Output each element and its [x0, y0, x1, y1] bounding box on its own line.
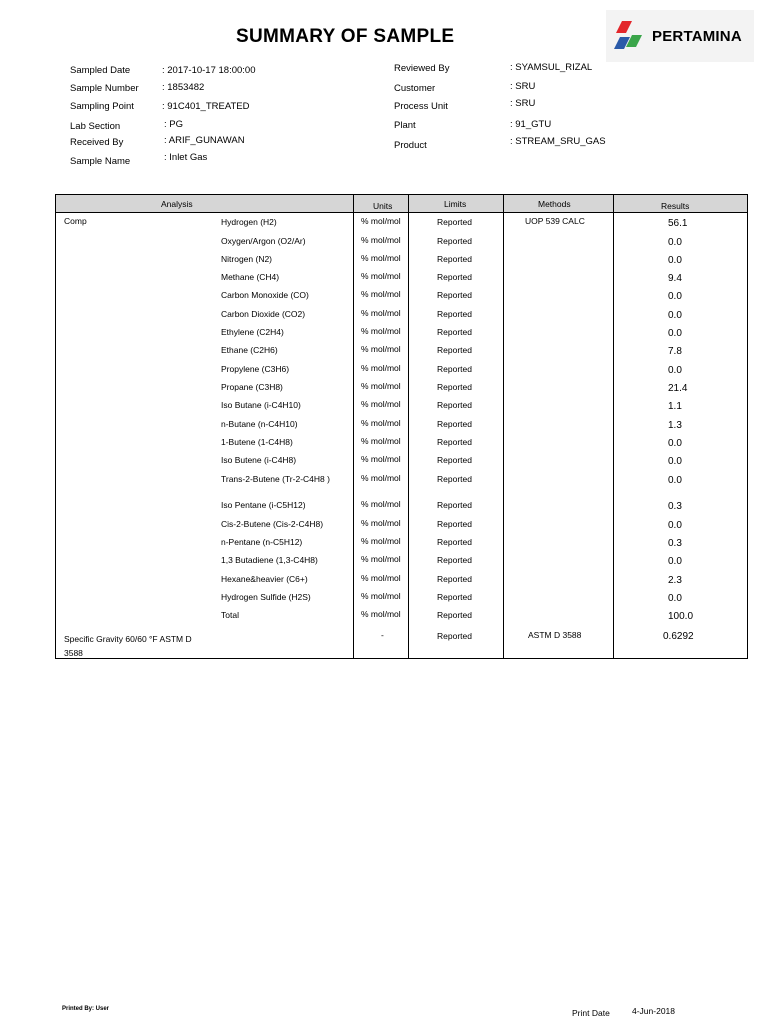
field-label: Process Unit [394, 101, 448, 112]
unit-cell: % mol/mol [361, 536, 401, 546]
result-cell: 0.3 [668, 538, 682, 549]
analyte-name: n-Pentane (n-C5H12) [221, 537, 303, 547]
field-label: Reviewed By [394, 63, 450, 74]
limit-cell: Reported [437, 309, 472, 319]
result-cell: 56.1 [668, 218, 688, 229]
limit-cell: Reported [437, 254, 472, 264]
analyte-name: 1,3 Butadiene (1,3-C4H8) [221, 555, 318, 565]
limit-cell: Reported [437, 419, 472, 429]
pertamina-logo-icon [612, 19, 648, 53]
field-value: : 1853482 [162, 82, 205, 93]
limit-cell: Reported [437, 574, 472, 584]
unit-cell: % mol/mol [361, 436, 401, 446]
analyte-name: n-Butane (n-C4H10) [221, 419, 298, 429]
field-value: : 91_GTU [510, 119, 552, 130]
analyte-name: Ethylene (C2H4) [221, 327, 284, 337]
unit-cell: % mol/mol [361, 554, 401, 564]
limit-cell: Reported [437, 555, 472, 565]
unit-cell: % mol/mol [361, 473, 401, 483]
unit-cell: % mol/mol [361, 344, 401, 354]
analyte-name: Carbon Monoxide (CO) [221, 290, 309, 300]
analyte-name: Oxygen/Argon (O2/Ar) [221, 236, 306, 246]
table-header-row [56, 195, 747, 213]
group-label: Comp [64, 216, 87, 226]
analyte-name: 1-Butene (1-C4H8) [221, 437, 293, 447]
printed-by: Printed By: User [62, 1006, 110, 1012]
limit-cell: Reported [437, 519, 472, 529]
field-label: Lab Section [70, 121, 121, 132]
column-divider [503, 195, 504, 658]
field-label: Plant [394, 120, 416, 131]
unit-cell: % mol/mol [361, 326, 401, 336]
limit-cell: Reported [437, 500, 472, 510]
analyte-name: Trans-2-Butene (Tr-2-C4H8 ) [221, 474, 330, 484]
sg-limit: Reported [437, 631, 472, 641]
unit-cell: % mol/mol [361, 454, 401, 464]
limit-cell: Reported [437, 537, 472, 547]
result-cell: 0.0 [668, 456, 682, 467]
unit-cell: % mol/mol [361, 573, 401, 583]
unit-cell: % mol/mol [361, 363, 401, 373]
unit-cell: % mol/mol [361, 271, 401, 281]
result-cell: 0.0 [668, 328, 682, 339]
result-cell: 0.0 [668, 310, 682, 321]
limit-cell: Reported [437, 474, 472, 484]
column-divider [408, 195, 409, 658]
analyte-name: Methane (CH4) [221, 272, 280, 282]
field-value: : 2017-10-17 18:00:00 [162, 65, 256, 76]
field-label: Received By [70, 137, 124, 148]
field-label: Sampling Point [70, 101, 134, 112]
unit-cell: % mol/mol [361, 591, 401, 601]
result-cell: 0.0 [668, 556, 682, 567]
unit-cell: % mol/mol [361, 399, 401, 409]
column-divider [613, 195, 614, 658]
analyte-name: Propane (C3H8) [221, 382, 283, 392]
result-cell: 0.0 [668, 255, 682, 266]
result-cell: 0.0 [668, 237, 682, 248]
unit-cell: % mol/mol [361, 381, 401, 391]
result-cell: 7.8 [668, 346, 682, 357]
limit-cell: Reported [437, 382, 472, 392]
limit-cell: Reported [437, 327, 472, 337]
result-cell: 0.0 [668, 438, 682, 449]
analyte-name: Iso Butene (i-C4H8) [221, 455, 297, 465]
unit-cell: % mol/mol [361, 518, 401, 528]
sg-method: ASTM D 3588 [528, 630, 582, 640]
limit-cell: Reported [437, 364, 472, 374]
unit-cell: % mol/mol [361, 308, 401, 318]
result-cell: 0.0 [668, 291, 682, 302]
limit-cell: Reported [437, 217, 472, 227]
result-cell: 1.1 [668, 401, 682, 412]
field-label: Sample Name [70, 156, 131, 167]
analysis-table [55, 194, 748, 659]
field-label: Sampled Date [70, 65, 131, 76]
analyte-name: Ethane (C2H6) [221, 345, 278, 355]
column-header-methods: Methods [538, 199, 571, 209]
sg-unit: - [381, 630, 384, 640]
analyte-name: Hydrogen Sulfide (H2S) [221, 592, 311, 602]
column-header-analysis: Analysis [161, 199, 193, 209]
unit-cell: % mol/mol [361, 418, 401, 428]
method-cell: UOP 539 CALC [525, 216, 585, 226]
analyte-name: Total [221, 610, 239, 620]
unit-cell: % mol/mol [361, 609, 401, 619]
limit-cell: Reported [437, 345, 472, 355]
analyte-name: Iso Butane (i-C4H10) [221, 400, 301, 410]
brand-name: PERTAMINA [652, 27, 742, 45]
column-header-limits: Limits [444, 199, 467, 209]
field-value: : STREAM_SRU_GAS [510, 136, 606, 147]
analyte-name: Propylene (C3H6) [221, 364, 290, 374]
field-value: : Inlet Gas [164, 152, 208, 163]
field-value: : SYAMSUL_RIZAL [510, 62, 593, 73]
limit-cell: Reported [437, 272, 472, 282]
unit-cell: % mol/mol [361, 289, 401, 299]
company-logo [606, 10, 754, 62]
limit-cell: Reported [437, 610, 472, 620]
result-cell: 0.0 [668, 475, 682, 486]
limit-cell: Reported [437, 400, 472, 410]
field-label: Customer [394, 83, 436, 94]
analyte-name: Nitrogen (N2) [221, 254, 273, 264]
report-title: SUMMARY OF SAMPLE [236, 26, 455, 47]
result-cell: 0.0 [668, 365, 682, 376]
unit-cell: % mol/mol [361, 235, 401, 245]
limit-cell: Reported [437, 592, 472, 602]
field-value: : SRU [510, 98, 536, 109]
analyte-name: Iso Pentane (i-C5H12) [221, 500, 306, 510]
analyte-name: Hexane&heavier (C6+) [221, 574, 308, 584]
result-cell: 21.4 [668, 383, 688, 394]
sg-label: Specific Gravity 60/60 °F ASTM D 3588 [64, 634, 192, 658]
result-cell: 100.0 [668, 611, 694, 622]
column-header-units: Units [373, 201, 393, 211]
result-cell: 1.3 [668, 420, 682, 431]
result-cell: 0.3 [668, 501, 682, 512]
field-value: : ARIF_GUNAWAN [164, 135, 245, 146]
field-value: : PG [164, 119, 184, 130]
limit-cell: Reported [437, 455, 472, 465]
field-value: : 91C401_TREATED [162, 101, 250, 112]
analyte-name: Carbon Dioxide (CO2) [221, 309, 306, 319]
field-label: Sample Number [70, 83, 139, 94]
unit-cell: % mol/mol [361, 499, 401, 509]
unit-cell: % mol/mol [361, 216, 401, 226]
limit-cell: Reported [437, 236, 472, 246]
field-value: : SRU [510, 81, 536, 92]
print-date-label: Print Date [572, 1008, 610, 1018]
sg-result: 0.6292 [663, 631, 694, 642]
unit-cell: % mol/mol [361, 253, 401, 263]
result-cell: 0.0 [668, 520, 682, 531]
result-cell: 2.3 [668, 575, 682, 586]
analyte-name: Cis-2-Butene (Cis-2-C4H8) [221, 519, 324, 529]
field-label: Product [394, 140, 427, 151]
result-cell: 0.0 [668, 593, 682, 604]
print-date-value: 4-Jun-2018 [632, 1006, 676, 1016]
limit-cell: Reported [437, 437, 472, 447]
analyte-name: Hydrogen (H2) [221, 217, 277, 227]
limit-cell: Reported [437, 290, 472, 300]
result-cell: 9.4 [668, 273, 682, 284]
column-header-results: Results [661, 201, 690, 211]
column-divider [353, 195, 354, 658]
